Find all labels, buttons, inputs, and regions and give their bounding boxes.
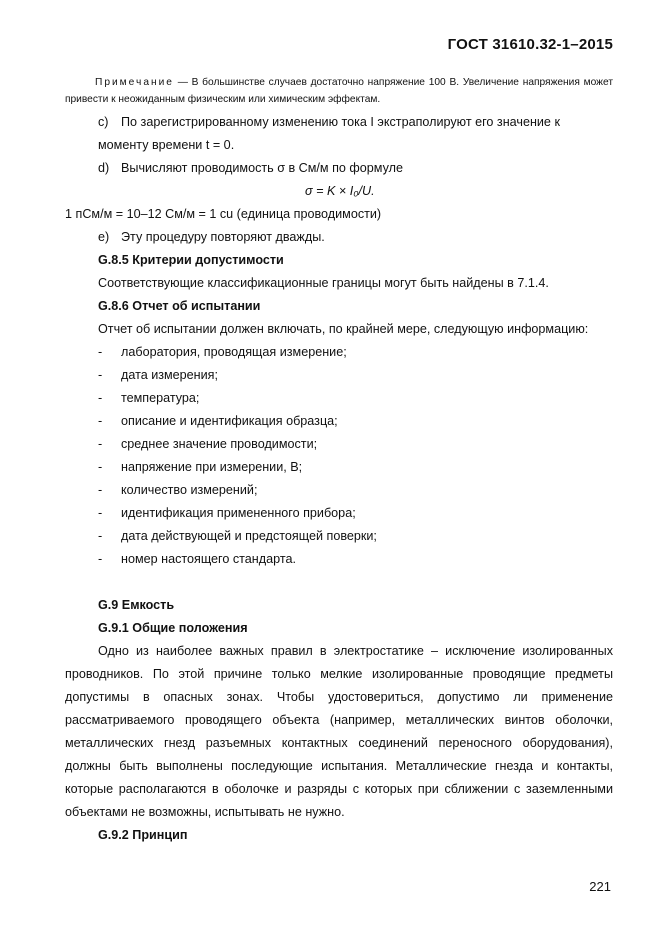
- section-spacer: [65, 571, 613, 594]
- document-header: ГОСТ 31610.32-1–2015: [447, 36, 613, 53]
- note-label: Примечание: [95, 77, 174, 89]
- list-item: - температура;: [98, 391, 200, 406]
- list-item: - количество измерений;: [98, 483, 258, 498]
- step-c-letter: c): [98, 115, 109, 130]
- section-heading-g92: G.9.2 Принцип: [98, 828, 188, 843]
- step-c-text: По зарегистрированному изменению тока I экстраполируют его значение к моменту времени t = 0.: [98, 115, 560, 153]
- section-text-g91: Одно из наиболее важных правил в электростатике – исключение изолированных проводников. По этой причине только мелкие изолированные проводящие предметы допустимы в опасных зонах. Чтобы удостовериться, допустимо ли применение рассматриваемого проводящего объекта (например, металлических винтов оболочки, металлических гнезд разъемных контактных соединений переносного оборудования), должны быть выполнены последующие испытания. Металлические гнезда и контакты, которые располагаются в оболочке и разряды с которых при сближении с заземленными объектами не возможны, испытывать не нужно.: [65, 644, 613, 820]
- list-item: - дата измерения;: [98, 368, 218, 383]
- step-d-text: Вычисляют проводимость σ в См/м по формуле: [121, 161, 403, 176]
- section-intro-g86: Отчет об испытании должен включать, по крайней мере, следующую информацию:: [98, 322, 589, 337]
- section-text-g85: Соответствующие классификационные границы могут быть найдены в 7.1.4.: [98, 276, 549, 291]
- step-d: [65, 157, 613, 180]
- step-c: [65, 111, 613, 157]
- section-heading-g9: G.9 Емкость: [98, 598, 175, 613]
- list-item: - описание и идентификация образца;: [98, 414, 338, 429]
- list-item: - дата действующей и предстоящей поверки;: [98, 529, 377, 544]
- section-heading-g85: G.8.5 Критерии допустимости: [98, 253, 284, 268]
- page-content: [65, 64, 613, 847]
- unit-conversion: 1 пСм/м = 10–12 См/м = 1 cu (единица проводимости): [65, 207, 382, 222]
- note-text: — В большинстве случаев достаточно напряжение 100 В. Увеличение напряжения может привести к неожиданным физическим или химическим эффектам.: [65, 77, 613, 106]
- list-item: - номер настоящего стандарта.: [98, 552, 296, 567]
- step-d-letter: d): [98, 161, 110, 176]
- note-paragraph: [65, 74, 613, 108]
- page-number: 221: [589, 879, 611, 894]
- step-e-text: Эту процедуру повторяют дважды.: [121, 230, 325, 245]
- list-item: - идентификация примененного прибора;: [98, 506, 356, 521]
- step-e-letter: e): [98, 230, 110, 245]
- section-heading-g91: G.9.1 Общие положения: [98, 621, 248, 636]
- step-e: [65, 226, 613, 249]
- list-item: - среднее значение проводимости;: [98, 437, 318, 452]
- section-heading-g86: G.8.6 Отчет об испытании: [98, 299, 261, 314]
- list-item: - лаборатория, проводящая измерение;: [98, 345, 347, 360]
- report-items-list: [65, 341, 613, 571]
- conductivity-formula: σ = K × I₀/U.: [305, 184, 375, 199]
- list-item: - напряжение при измерении, В;: [98, 460, 303, 475]
